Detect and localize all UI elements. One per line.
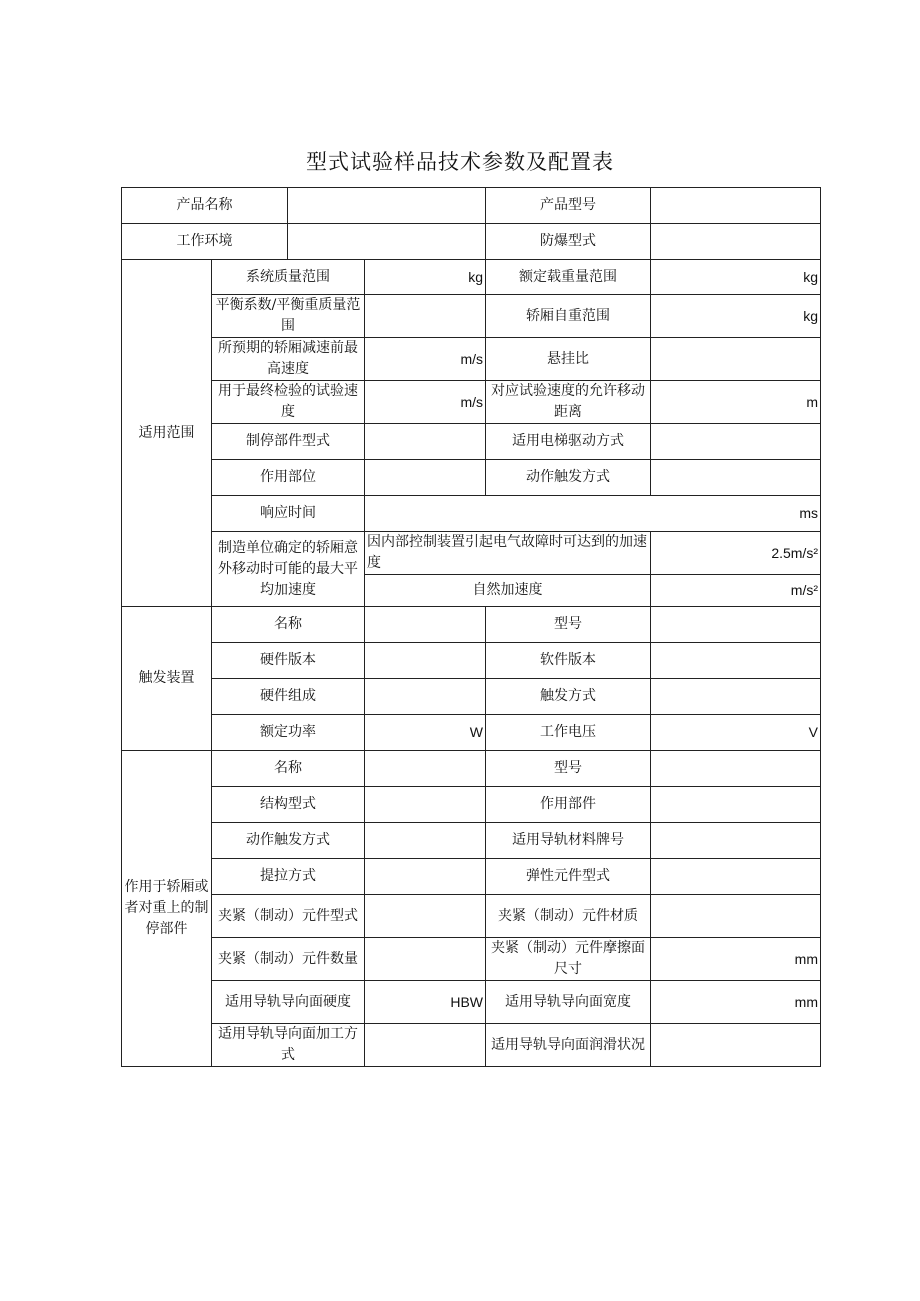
allowed-distance-input[interactable]: m <box>651 381 821 424</box>
max-accel-label: 制造单位确定的轿厢意外移动时可能的最大平均加速度 <box>212 532 365 607</box>
width-label: 适用导轨导向面宽度 <box>486 981 651 1024</box>
car-weight-label: 轿厢自重范围 <box>486 295 651 338</box>
hw-composition-input[interactable] <box>365 679 486 715</box>
trigger-section-label: 触发装置 <box>122 607 212 751</box>
drive-mode-label: 适用电梯驱动方式 <box>486 424 651 460</box>
clamp-area-input[interactable]: mm <box>651 938 821 981</box>
rated-load-label: 额定载重量范围 <box>486 260 651 295</box>
hw-version-label: 硬件版本 <box>212 643 365 679</box>
rail-grade-input[interactable] <box>651 823 821 859</box>
expected-speed-input[interactable]: m/s <box>365 338 486 381</box>
product-model-label: 产品型号 <box>486 188 651 224</box>
trigger-method-input[interactable] <box>651 679 821 715</box>
act-part-input[interactable] <box>365 460 486 496</box>
sw-version-input[interactable] <box>651 643 821 679</box>
brake-act-part-input[interactable] <box>651 787 821 823</box>
clamp-qty-label: 夹紧（制动）元件数量 <box>212 938 365 981</box>
hardness-label: 适用导轨导向面硬度 <box>212 981 365 1024</box>
natural-accel-label: 自然加速度 <box>365 575 651 607</box>
balance-input[interactable] <box>365 295 486 338</box>
sw-version-label: 软件版本 <box>486 643 651 679</box>
explosion-type-input[interactable] <box>651 224 821 260</box>
act-part-label: 作用部位 <box>212 460 365 496</box>
lift-mode-label: 提拉方式 <box>212 859 365 895</box>
fault-accel-value[interactable]: 2.5m/s² <box>651 532 821 575</box>
response-label: 响应时间 <box>212 496 365 532</box>
rated-power-input[interactable]: W <box>365 715 486 751</box>
clamp-type-input[interactable] <box>365 895 486 938</box>
brake-trigger-label: 动作触发方式 <box>212 823 365 859</box>
brake-trigger-input[interactable] <box>365 823 486 859</box>
final-speed-label: 用于最终检验的试验速度 <box>212 381 365 424</box>
product-name-input[interactable] <box>288 188 486 224</box>
trigger-method-label: 触发方式 <box>486 679 651 715</box>
work-env-input[interactable] <box>288 224 486 260</box>
trigger-name-input[interactable] <box>365 607 486 643</box>
natural-accel-input[interactable]: m/s² <box>651 575 821 607</box>
trigger-name-label: 名称 <box>212 607 365 643</box>
hw-version-input[interactable] <box>365 643 486 679</box>
system-mass-input[interactable]: kg <box>365 260 486 295</box>
trigger-model-input[interactable] <box>651 607 821 643</box>
voltage-input[interactable]: V <box>651 715 821 751</box>
brake-name-label: 名称 <box>212 751 365 787</box>
voltage-label: 工作电压 <box>486 715 651 751</box>
brake-type-input[interactable] <box>365 424 486 460</box>
structure-label: 结构型式 <box>212 787 365 823</box>
response-input[interactable]: ms <box>365 496 821 532</box>
lubrication-label: 适用导轨导向面润滑状况 <box>486 1024 651 1067</box>
clamp-material-label: 夹紧（制动）元件材质 <box>486 895 651 938</box>
spec-table <box>121 187 821 1067</box>
drive-mode-input[interactable] <box>651 424 821 460</box>
rated-load-input[interactable]: kg <box>651 260 821 295</box>
lubrication-input[interactable] <box>651 1024 821 1067</box>
brake-model-input[interactable] <box>651 751 821 787</box>
machining-input[interactable] <box>365 1024 486 1067</box>
clamp-type-label: 夹紧（制动）元件型式 <box>212 895 365 938</box>
hardness-input[interactable]: HBW <box>365 981 486 1024</box>
brake-act-part-label: 作用部件 <box>486 787 651 823</box>
machining-label: 适用导轨导向面加工方式 <box>212 1024 365 1067</box>
allowed-distance-label: 对应试验速度的允许移动距离 <box>486 381 651 424</box>
trigger-mode-label: 动作触发方式 <box>486 460 651 496</box>
clamp-area-label: 夹紧（制动）元件摩擦面尺寸 <box>486 938 651 981</box>
suspension-label: 悬挂比 <box>486 338 651 381</box>
lift-mode-input[interactable] <box>365 859 486 895</box>
final-speed-input[interactable]: m/s <box>365 381 486 424</box>
elastic-type-label: 弹性元件型式 <box>486 859 651 895</box>
clamp-material-input[interactable] <box>651 895 821 938</box>
scope-section-label: 适用范围 <box>122 260 212 607</box>
elastic-type-input[interactable] <box>651 859 821 895</box>
page-title: 型式试验样品技术参数及配置表 <box>306 150 614 174</box>
brake-name-input[interactable] <box>365 751 486 787</box>
explosion-type-label: 防爆型式 <box>486 224 651 260</box>
product-model-input[interactable] <box>651 188 821 224</box>
fault-accel-label: 因内部控制装置引起电气故障时可达到的加速度 <box>365 532 651 575</box>
width-input[interactable]: mm <box>651 981 821 1024</box>
expected-speed-label: 所预期的轿厢减速前最高速度 <box>212 338 365 381</box>
work-env-label: 工作环境 <box>122 224 288 260</box>
balance-label: 平衡系数/平衡重质量范围 <box>212 295 365 338</box>
structure-input[interactable] <box>365 787 486 823</box>
rail-grade-label: 适用导轨材料牌号 <box>486 823 651 859</box>
brake-type-label: 制停部件型式 <box>212 424 365 460</box>
brake-section-label: 作用于轿厢或者对重上的制停部件 <box>122 751 212 1067</box>
rated-power-label: 额定功率 <box>212 715 365 751</box>
clamp-qty-input[interactable] <box>365 938 486 981</box>
system-mass-label: 系统质量范围 <box>212 260 365 295</box>
product-name-label: 产品名称 <box>122 188 288 224</box>
trigger-mode-input[interactable] <box>651 460 821 496</box>
hw-composition-label: 硬件组成 <box>212 679 365 715</box>
car-weight-input[interactable]: kg <box>651 295 821 338</box>
trigger-model-label: 型号 <box>486 607 651 643</box>
suspension-input[interactable] <box>651 338 821 381</box>
brake-model-label: 型号 <box>486 751 651 787</box>
